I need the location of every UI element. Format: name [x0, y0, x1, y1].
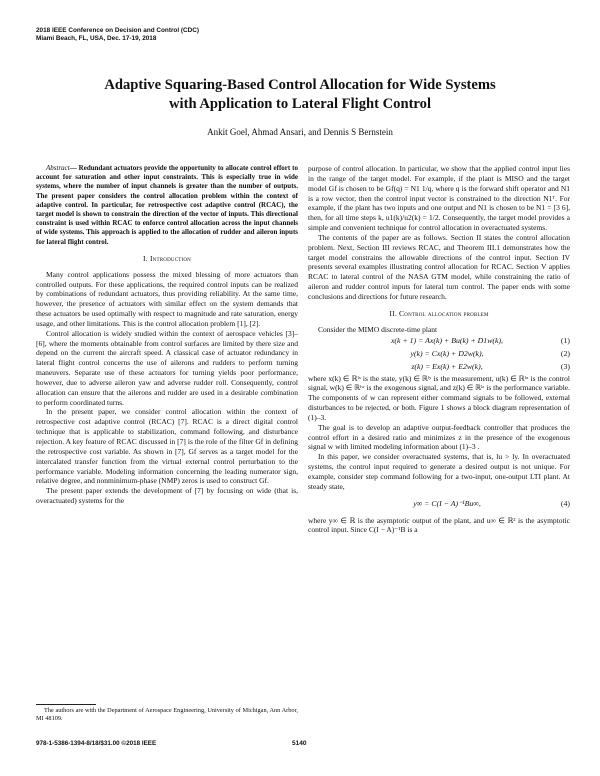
- equation-body: y∞ = C(I − A)⁻¹Bu∞,: [413, 498, 481, 508]
- isbn-copyright: 978-1-5386-1394-8/18/$31.00 ©2018 IEEE: [36, 740, 157, 747]
- equation-body: z(k) = Ex(k) + E2w(k),: [411, 362, 483, 372]
- title-line-1: Adaptive Squaring-Based Control Allocation for Wide Systems: [104, 77, 496, 93]
- paragraph: Consider the MIMO discrete-time plant: [318, 324, 438, 334]
- equation: [308, 361, 570, 374]
- footnote-rule: [36, 704, 96, 705]
- section-heading-introduction: I. Introduction: [143, 253, 191, 263]
- left-column: [36, 164, 298, 506]
- paragraph: The present paper extends the development of [7] by focusing on wide (that is, overactuated) systems for the: [36, 486, 298, 506]
- equation: [308, 335, 570, 348]
- paper-title: [36, 76, 564, 114]
- paragraph: The goal is to develop an adaptive output-feedback controller that produces the control effort in a desired ratio and minimizes z in the presence of the exogenous signal w with limited modeling information about (1)–3 .: [308, 422, 570, 452]
- paragraph: In the present paper, we consider control allocation within the context of retrospective cost adaptive control (RCAC) [7]. RCAC is a direct digital control technique that is applicable to stabilization, command following, and disturbance rejection. A key feature of RCAC discussed in [7] is the role of the filter Gf in defining the retrospective cost variable. As shown in [7], Gf serves as a target model for the intercalated transfer function from the virtual external control perturbation to the performance variable. Modeling information concerning the leading numerator sign, relative degree, and nonminimum-phase (NMP) zeros is used to construct Gf.: [36, 407, 298, 486]
- equation-body: x(k + 1) = Ax(k) + Bu(k) + D1w(k),: [390, 336, 504, 346]
- author-list: Ankit Goel, Ahmad Ansari, and Dennis S Bernstein: [207, 127, 393, 137]
- title-line-2: with Application to Lateral Flight Control: [168, 96, 432, 112]
- equation-number: (3): [560, 362, 570, 372]
- section-heading-problem: II. Control allocation problem: [389, 308, 489, 318]
- paragraph: In this paper, we consider overactuated systems, that is, lu > ly. In overactuated systems, the control input required to generate a desired output is not unique. For example, consider step command following for a two-input, one-output LTI plant. At steady state,: [308, 452, 570, 491]
- paragraph: where y∞ ∈ ℝ is the asymptotic output of the plant, and u∞ ∈ ℝ² is the asymptotic control input. Since C(I − A)⁻¹B is a: [308, 515, 570, 535]
- equation: [308, 494, 570, 514]
- affiliation-footnote: The authors are with the Department of Aerospace Engineering, University of Michigan, Ann Arbor, MI 48109.: [36, 707, 298, 722]
- equation-body: y(k) = Cx(k) + D2w(k),: [410, 349, 484, 359]
- conference-header: [36, 27, 199, 43]
- paragraph: The contents of the paper are as follows. Section II states the control allocation problem. Next, Section III reviews RCAC, and Theorem III.1 demonstrates how the target model constrains the allowable directions of the control input. Section IV presents several examples illustrating control allocation for RCAC. Section V applies RCAC to lateral control of the NASA GTM model, while constraining the ratio of aileron and rudder control inputs for lateral turn control. The paper ends with some conclusions and directions for future research.: [308, 232, 570, 301]
- right-column: [308, 164, 570, 535]
- equation-number: (2): [560, 349, 570, 359]
- equation: [308, 348, 570, 361]
- page-number: 5140: [292, 740, 307, 747]
- paragraph: purpose of control allocation. In particular, we show that the applied control input lies in the range of the target model. For example, if the plant is MISO and the target model Gf is chosen to be Gf(q) = N1 1/q, where q is the forward shift operator and N1 is a row vector, then the control input vector is constrained to the direction N1ᵀ. For example, if the plant has two inputs and one output and N1 is chosen to be N1 = [3 6], then, for all time steps k, u1(k)/u2(k) = 1/2. Consequently, the target model provides a simple and convenient technique for control allocation in overactuated systems.: [308, 164, 570, 233]
- equation-number: (4): [560, 498, 570, 508]
- conference-name: 2018 IEEE Conference on Decision and Control (CDC): [36, 27, 199, 34]
- paragraph: where x(k) ∈ ℝˡˣ is the state, y(k) ∈ ℝˡʸ is the measurement, u(k) ∈ ℝˡᵘ is the control signal, w(k) ∈ ℝˡʷ is the exogenous signal, and z(k) ∈ ℝˡᶻ is the performance variable. The components of w can represent either command signals to be followed, external disturbances to be rejected, or both. Figure 1 shows a block diagram representation of (1)–3.: [308, 373, 570, 422]
- conference-location: Miami Beach, FL, USA, Dec. 17-19, 2018: [36, 35, 157, 42]
- abstract-text: — Redundant actuators provide the opportunity to allocate control effort to account for saturation and other input constraints. This is especially true in wide systems, where the number of input channels is greater than the number of outputs. The present paper considers the control allocation problem within the context of adaptive control. In particular, for retrospective cost adaptive control (RCAC), the target model is shown to constrain the direction of the vector of inputs. This directional constraint is used within RCAC to enforce control allocation across the input channels of wide systems. This approach is applied to the allocation of rudder and aileron inputs for lateral flight control.: [36, 164, 298, 246]
- paragraph: Many control applications possess the mixed blessing of more actuators than controlled outputs. For these applications, the required control inputs can be realized by combinations of redundant actuators, thus providing reliability. At the same time, however, the presence of actuators with similar effect on the system demands that these actuators be used optimally with respect to magnitude and rate saturation, energy usage, and other limitations. This is the control allocation problem [1], [2].: [36, 269, 298, 328]
- abstract-lead: Abstract: [46, 164, 70, 172]
- equation-number: (1): [560, 336, 570, 346]
- abstract: [36, 164, 298, 247]
- paragraph: Control allocation is widely studied within the context of aerospace vehicles [3]–[6], where the moments obtainable from control surfaces are limited by there size and depend on the current the aircraft speed. A classical case of actuator redundancy in lateral flight control concerns the use of ailerons and rudders to perform turning maneuvers. Separate use of these actuators for turning yields poor performance, however, due to adverse aileron yaw and adverse rudder roll. Consequently, control allocation can ensure that the ailerons and rudder are used in a desirable combination to perform coordinated turns.: [36, 328, 298, 407]
